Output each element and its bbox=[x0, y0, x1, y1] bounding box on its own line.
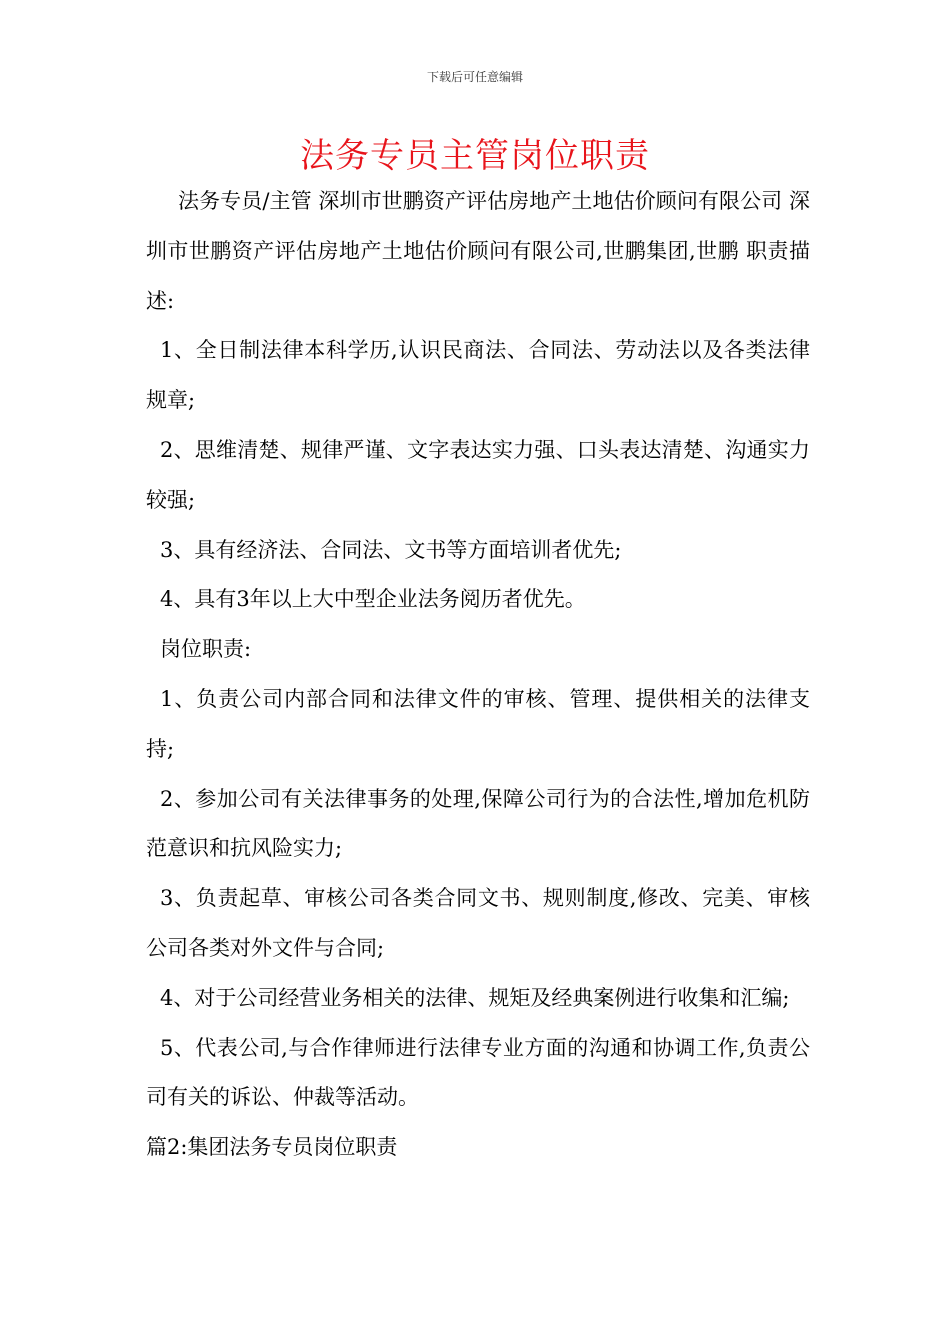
duty-item-4: 4、对于公司经营业务相关的法律、规矩及经典案例进行收集和汇编; bbox=[160, 985, 790, 1010]
document-title: 法务专员主管岗位职责 bbox=[300, 136, 650, 176]
intro-paragraph: 法务专员/主管 深圳市世鹏资产评估房地产土地估价顾问有限公司 深圳市世鹏资产评估房地产土地估价顾问有限公司,世鹏集团,世鹏 职责描述: bbox=[146, 189, 810, 313]
duty-item-3: 3、负责起草、审核公司各类合同文书、规则制度,修改、完美、审核公司各类对外文件与合同; bbox=[146, 886, 810, 960]
duties-heading: 岗位职责: bbox=[160, 637, 252, 662]
next-section-heading: 篇2:集团法务专员岗位职责 bbox=[146, 1135, 398, 1160]
duty-item-2: 2、参加公司有关法律事务的处理,保障公司行为的合法性,增加危机防范意识和抗风险实力; bbox=[146, 786, 810, 861]
requirement-item-3: 3、具有经济法、合同法、文书等方面培训者优先; bbox=[160, 537, 622, 562]
duty-item-1: 1、负责公司内部合同和法律文件的审核、管理、提供相关的法律支持; bbox=[146, 686, 810, 761]
header-note: 下载后可任意编辑 bbox=[426, 70, 523, 84]
requirement-item-1: 1、全日制法律本科学历,认识民商法、合同法、劳动法以及各类法律规章; bbox=[146, 338, 810, 413]
duty-item-5: 5、代表公司,与合作律师进行法律专业方面的沟通和协调工作,负责公司有关的诉讼、仲裁等活动。 bbox=[146, 1035, 810, 1110]
requirement-item-4: 4、具有3年以上大中型企业法务阅历者优先。 bbox=[160, 587, 586, 612]
document-body bbox=[146, 177, 810, 1173]
requirement-item-2: 2、思维清楚、规律严谨、文字表达实力强、口头表达清楚、沟通实力较强; bbox=[146, 437, 810, 512]
